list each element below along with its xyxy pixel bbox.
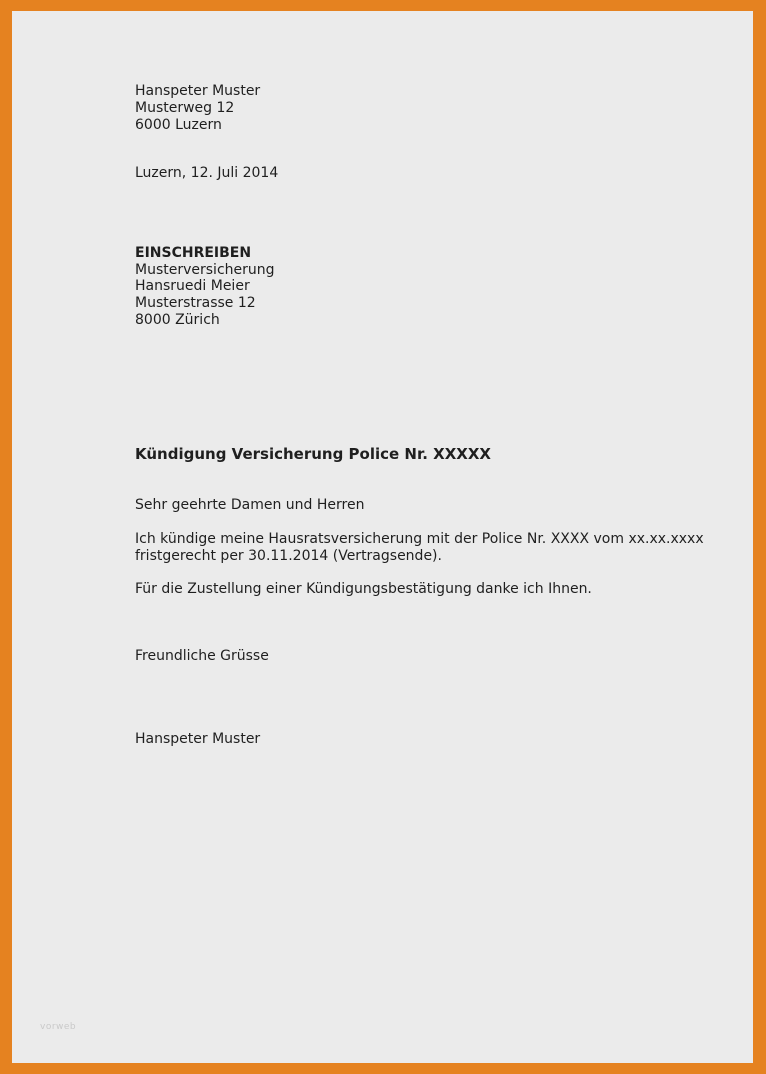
recipient-contact: Hansruedi Meier bbox=[135, 278, 250, 294]
body-paragraph-2: Für die Zustellung einer Kündigungsbestätigung danke ich Ihnen. bbox=[135, 581, 592, 597]
salutation: Sehr geehrte Damen und Herren bbox=[135, 497, 365, 513]
sender-street: Musterweg 12 bbox=[135, 100, 235, 116]
watermark: vorweb bbox=[40, 1022, 77, 1032]
letter-page bbox=[12, 11, 753, 1063]
place-date: Luzern, 12. Juli 2014 bbox=[135, 165, 279, 181]
recipient-street: Musterstrasse 12 bbox=[135, 295, 256, 311]
sender-name: Hanspeter Muster bbox=[135, 83, 261, 99]
letter-subject: Kündigung Versicherung Police Nr. XXXXX bbox=[135, 445, 491, 463]
body-paragraph-1-line-1: Ich kündige meine Hausratsversicherung mit der Police Nr. XXXX vom xx.xx.xxxx bbox=[135, 531, 704, 547]
closing: Freundliche Grüsse bbox=[135, 648, 269, 664]
recipient-company: Musterversicherung bbox=[135, 262, 275, 278]
body-paragraph-1-line-2: fristgerecht per 30.11.2014 (Vertragsende). bbox=[135, 548, 442, 564]
registered-mail-marker: EINSCHREIBEN bbox=[135, 245, 252, 261]
sender-city: 6000 Luzern bbox=[135, 117, 222, 133]
recipient-city: 8000 Zürich bbox=[135, 312, 220, 328]
signature-name: Hanspeter Muster bbox=[135, 731, 261, 747]
